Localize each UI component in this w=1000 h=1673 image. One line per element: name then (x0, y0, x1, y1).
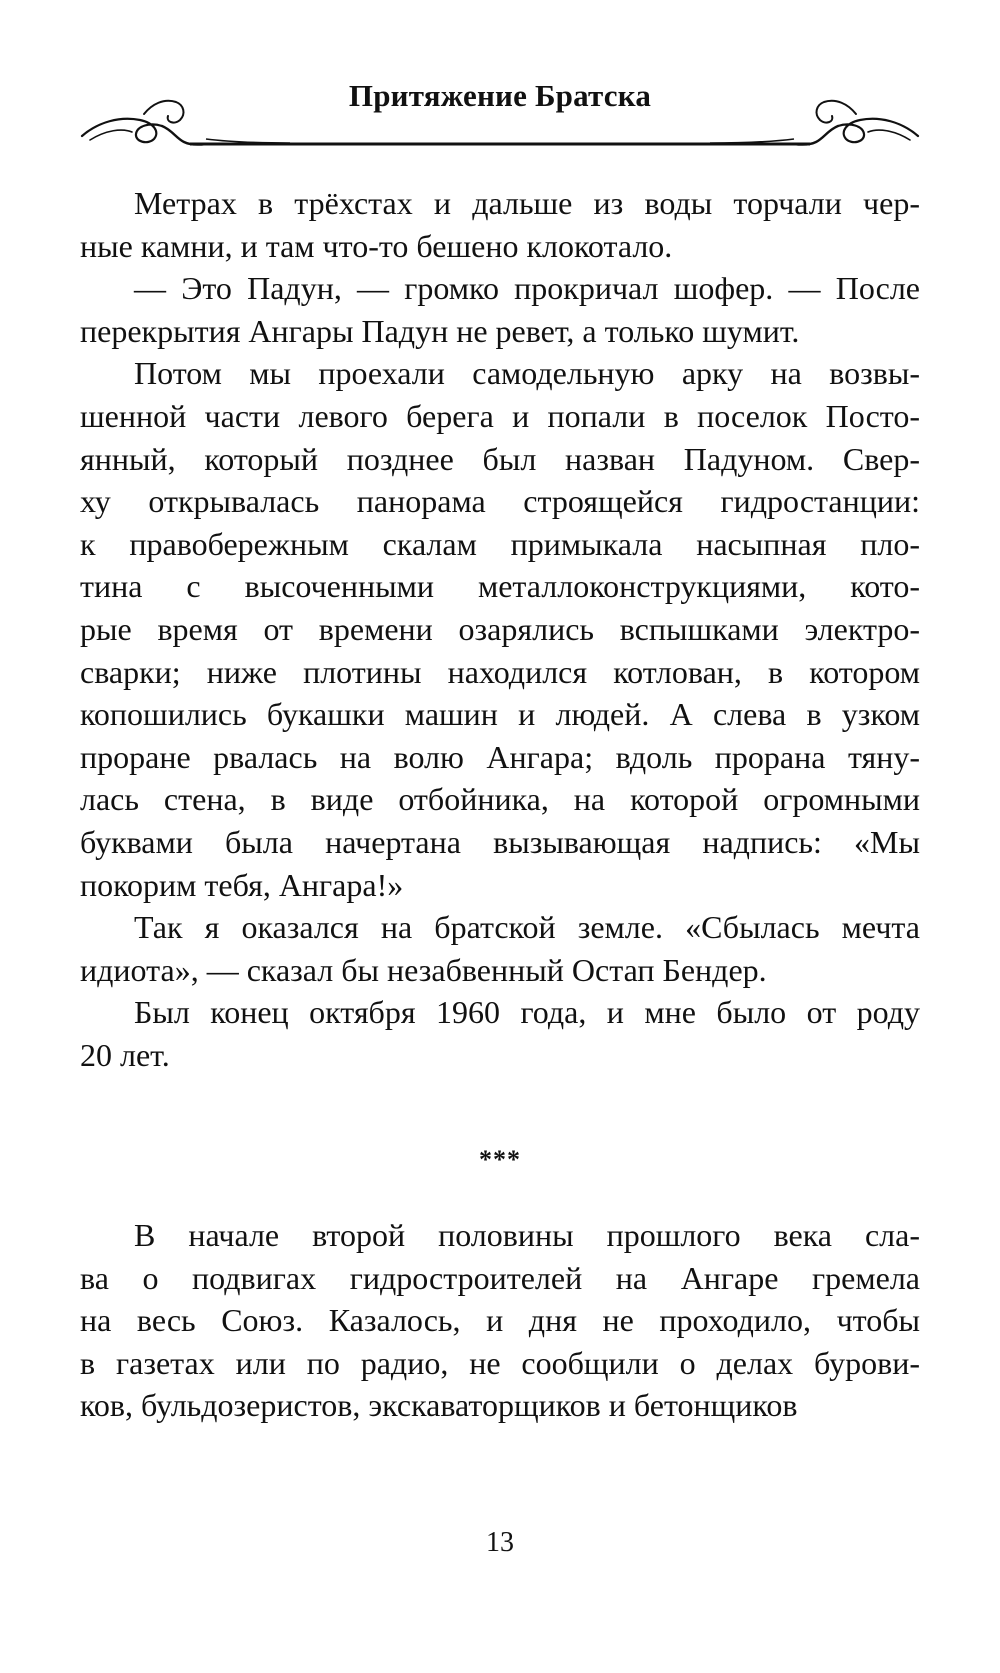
text-line: проране рвалась на волю Ангара; вдоль прорана тяну- (80, 738, 920, 775)
body-text-section-1 (80, 182, 920, 1076)
text-line: шенной части левого берега и попали в поселок Посто- (80, 397, 920, 434)
text-line: ные камни, и там что-то бешено клокотало. (80, 227, 673, 264)
text-line: буквами была начертана вызывающая надпись: «Мы (80, 823, 920, 860)
running-head-title: Притяжение Братска (348, 78, 652, 113)
text-line: Был конец октября 1960 года, и мне было от роду (134, 994, 920, 1031)
text-line: копошились букашки машин и людей. А слева в узком (80, 696, 920, 733)
text-line: покорим тебя, Ангара!» (80, 866, 404, 903)
text-line: к правобережным скалам примыкала насыпная пло- (80, 525, 920, 562)
text-line: тина с высоченными металлоконструкциями, кото- (80, 568, 920, 605)
text-line: Потом мы проехали самодельную арку на возвы- (134, 355, 920, 392)
text-line: сварки; ниже плотины находился котлован, в котором (80, 653, 920, 690)
text-line: идиота», — сказал бы незабвенный Остап Бендер. (80, 951, 767, 988)
paragraph (80, 352, 920, 906)
left-flourish-icon (82, 101, 206, 145)
text-line: янный, который позднее был назван Падуном. Свер- (80, 440, 920, 477)
body-text-section-2 (80, 1214, 920, 1427)
text-line: В начале второй половины прошлого века сла- (134, 1217, 920, 1253)
paragraph (80, 182, 920, 267)
page-number: 13 (486, 1527, 514, 1558)
section-separator: *** (479, 1145, 521, 1174)
text-line: на весь Союз. Казалось, и дня не проходило, чтобы (80, 1302, 920, 1339)
text-line: перекрытия Ангары Падун не ревет, а только шумит. (80, 312, 800, 349)
text-line: 20 лет. (80, 1036, 170, 1073)
paragraph (80, 1214, 920, 1427)
text-line: — Это Падун, — громко прокричал шофер. — После (134, 270, 920, 307)
paragraph (80, 906, 920, 991)
right-flourish-icon (794, 101, 918, 145)
text-line: в газетах или по радио, не сообщили о делах бурови- (80, 1344, 920, 1381)
text-line: лась стена, в виде отбойника, на которой огромными (80, 781, 920, 818)
header-ornament (80, 92, 920, 152)
text-line: ва о подвигах гидростроителей на Ангаре гремела (80, 1259, 920, 1296)
text-line: ху открывалась панорама строящейся гидростанции: (80, 483, 920, 520)
text-line: Так я оказался на братской земле. «Сбылась мечта (134, 909, 920, 946)
paragraph (80, 267, 920, 352)
text-line: ков, бульдозеристов, экскаваторщиков и бетонщиков (80, 1387, 798, 1424)
paragraph (80, 991, 920, 1076)
text-line: рые время от времени озарялись вспышками электро- (80, 610, 920, 647)
text-line: Метрах в трёхстах и дальше из воды торчали чер- (134, 185, 920, 221)
